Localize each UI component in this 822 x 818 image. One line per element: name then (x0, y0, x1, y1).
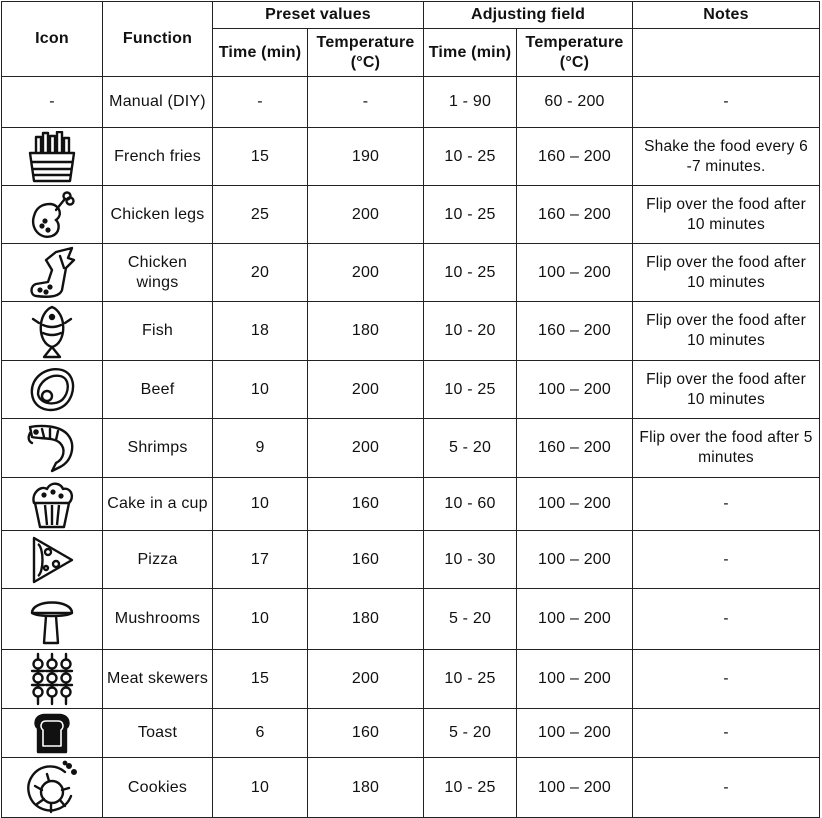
preset-time-cell: 10 (213, 478, 308, 531)
function-cell: Manual (DIY) (103, 77, 213, 128)
header-adjust-time: Time (min) (424, 29, 517, 77)
adjust-time-cell: 1 - 90 (424, 77, 517, 128)
function-cell: French fries (103, 128, 213, 186)
adjust-time-cell: 10 - 25 (424, 244, 517, 302)
preset-time-cell: 10 (213, 758, 308, 818)
cupcake-icon (2, 478, 103, 531)
function-cell: Mushrooms (103, 589, 213, 650)
pizza-icon (2, 531, 103, 589)
function-cell: Toast (103, 709, 213, 758)
preset-temperature-cell: 180 (308, 758, 424, 818)
notes-cell: - (633, 650, 820, 709)
function-cell: Shrimps (103, 419, 213, 478)
adjust-temperature-cell: 100 – 200 (517, 478, 633, 531)
adjust-temperature-cell: 160 – 200 (517, 419, 633, 478)
header-icon: Icon (2, 2, 103, 77)
header-notes-blank (633, 29, 820, 77)
table-row (2, 589, 820, 650)
preset-temperature-cell: 160 (308, 478, 424, 531)
icon-cell (2, 77, 103, 128)
table-row (2, 758, 820, 818)
notes-cell: Flip over the food after 5 minutes (633, 419, 820, 478)
icon-placeholder: - (49, 93, 55, 110)
adjust-time-cell: 10 - 25 (424, 128, 517, 186)
table-row (2, 709, 820, 758)
adjust-time-cell: 10 - 25 (424, 186, 517, 244)
notes-cell: Flip over the food after 10 minutes (633, 361, 820, 419)
preset-temperature-cell: 180 (308, 302, 424, 361)
adjust-time-cell: 10 - 30 (424, 531, 517, 589)
preset-time-cell: 6 (213, 709, 308, 758)
function-cell: Cake in a cup (103, 478, 213, 531)
adjust-temperature-cell: 100 – 200 (517, 531, 633, 589)
notes-cell: Flip over the food after 10 minutes (633, 302, 820, 361)
shrimp-icon (2, 419, 103, 478)
preset-time-cell: 9 (213, 419, 308, 478)
table-row (2, 244, 820, 302)
function-cell: Cookies (103, 758, 213, 818)
adjust-time-cell: 10 - 25 (424, 758, 517, 818)
adjust-temperature-cell: 100 – 200 (517, 589, 633, 650)
chicken-leg-icon (2, 186, 103, 244)
preset-temperature-cell: 190 (308, 128, 424, 186)
preset-time-cell: 10 (213, 589, 308, 650)
header-preset-temperature: Temperature (°C) (308, 29, 424, 77)
notes-cell: Flip over the food after 10 minutes (633, 244, 820, 302)
adjust-time-cell: 5 - 20 (424, 709, 517, 758)
beef-icon (2, 361, 103, 419)
function-cell: Chicken legs (103, 186, 213, 244)
adjust-temperature-cell: 60 - 200 (517, 77, 633, 128)
table-row (2, 478, 820, 531)
adjust-time-cell: 10 - 60 (424, 478, 517, 531)
table-row (2, 419, 820, 478)
preset-temperature-cell: 200 (308, 650, 424, 709)
mushroom-icon (2, 589, 103, 650)
adjust-time-cell: 5 - 20 (424, 589, 517, 650)
french-fries-icon (2, 128, 103, 186)
adjust-temperature-cell: 160 – 200 (517, 302, 633, 361)
header-adjusting-field: Adjusting field (424, 2, 633, 29)
notes-cell: - (633, 758, 820, 818)
adjust-time-cell: 10 - 20 (424, 302, 517, 361)
chicken-wing-icon (2, 244, 103, 302)
preset-temperature-cell: 160 (308, 531, 424, 589)
preset-time-cell: - (213, 77, 308, 128)
notes-cell: - (633, 77, 820, 128)
function-cell: Beef (103, 361, 213, 419)
toast-icon (2, 709, 103, 758)
header-function: Function (103, 2, 213, 77)
preset-time-cell: 25 (213, 186, 308, 244)
table-row (2, 77, 820, 128)
adjust-temperature-cell: 100 – 200 (517, 758, 633, 818)
function-cell: Chicken wings (103, 244, 213, 302)
preset-temperature-cell: 160 (308, 709, 424, 758)
preset-temperature-cell: 200 (308, 361, 424, 419)
table-row (2, 302, 820, 361)
function-cell: Pizza (103, 531, 213, 589)
table-row (2, 361, 820, 419)
notes-cell: - (633, 589, 820, 650)
adjust-temperature-cell: 100 – 200 (517, 361, 633, 419)
adjust-temperature-cell: 100 – 200 (517, 244, 633, 302)
preset-time-cell: 18 (213, 302, 308, 361)
notes-cell: - (633, 709, 820, 758)
header-adjust-temperature: Temperature (°C) (517, 29, 633, 77)
table-row (2, 650, 820, 709)
adjust-time-cell: 10 - 25 (424, 361, 517, 419)
notes-cell: - (633, 478, 820, 531)
fish-icon (2, 302, 103, 361)
notes-cell: Flip over the food after 10 minutes (633, 186, 820, 244)
skewers-icon (2, 650, 103, 709)
preset-temperature-cell: 200 (308, 186, 424, 244)
notes-cell: Shake the food every 6 -7 minutes. (633, 128, 820, 186)
header-preset-time: Time (min) (213, 29, 308, 77)
preset-time-cell: 15 (213, 650, 308, 709)
function-cell: Fish (103, 302, 213, 361)
table-row (2, 531, 820, 589)
function-cell: Meat skewers (103, 650, 213, 709)
notes-cell: - (633, 531, 820, 589)
table-row (2, 186, 820, 244)
cooking-program-table (1, 1, 820, 818)
adjust-temperature-cell: 100 – 200 (517, 709, 633, 758)
preset-temperature-cell: - (308, 77, 424, 128)
adjust-temperature-cell: 160 – 200 (517, 128, 633, 186)
header-preset-values: Preset values (213, 2, 424, 29)
header-notes: Notes (633, 2, 820, 29)
adjust-time-cell: 10 - 25 (424, 650, 517, 709)
table-row (2, 128, 820, 186)
adjust-temperature-cell: 160 – 200 (517, 186, 633, 244)
cookie-icon (2, 758, 103, 818)
preset-temperature-cell: 180 (308, 589, 424, 650)
preset-time-cell: 20 (213, 244, 308, 302)
preset-time-cell: 10 (213, 361, 308, 419)
preset-temperature-cell: 200 (308, 244, 424, 302)
preset-time-cell: 17 (213, 531, 308, 589)
adjust-time-cell: 5 - 20 (424, 419, 517, 478)
adjust-temperature-cell: 100 – 200 (517, 650, 633, 709)
preset-temperature-cell: 200 (308, 419, 424, 478)
preset-time-cell: 15 (213, 128, 308, 186)
